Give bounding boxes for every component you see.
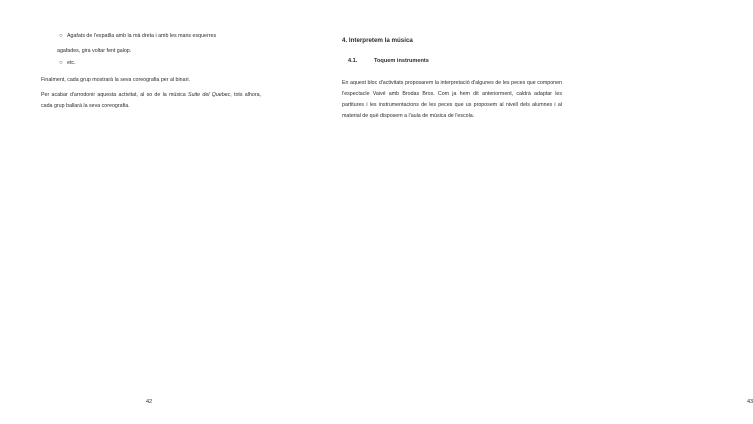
paragraph-finalment: Finalment, cada grup mostrarà la seva coreografia per al binari. bbox=[41, 77, 190, 83]
page-number: 42 bbox=[146, 399, 153, 405]
page-number: 43 bbox=[747, 399, 753, 405]
list-item bbox=[41, 57, 261, 69]
paragraph-bloc-activitats: En aquest bloc d'activitats proposarem la interpretació d'algunes de les peces que componen l'espectacle Vaivé amb Brodas Bros. Com ja hem dit anteriorment, caldrà adaptar les partitures i les instrumentacions de les peces que us proposem al nivell dels alumnes i al material de què disposem a l'aula de música de l'escola. bbox=[342, 80, 562, 119]
subsection-heading bbox=[342, 56, 562, 66]
list-item-text: etc. bbox=[67, 60, 76, 66]
right-page-content bbox=[342, 36, 562, 122]
right-page bbox=[300, 0, 753, 424]
music-title: Suite del Quebec bbox=[188, 92, 231, 98]
list-item-continuation: agafades, gira voltar fent galop. bbox=[57, 48, 132, 54]
bullet-circle-icon: ○ bbox=[59, 33, 63, 39]
subsection-number: 4.1. bbox=[348, 58, 358, 64]
section-heading: 4. Interpretem la música bbox=[342, 37, 413, 44]
list-item bbox=[41, 30, 261, 57]
left-page-content bbox=[41, 30, 261, 112]
paragraph-text: , tots alhora, cada grup ballarà la seva coreografia. bbox=[41, 92, 261, 109]
subsection-title: Toquem instruments bbox=[374, 58, 429, 64]
left-page bbox=[0, 0, 300, 424]
paragraph-per-acabar bbox=[41, 90, 261, 112]
list-item-text: Agafats de l'espatlla amb la mà dreta i amb les mans esquerres bbox=[67, 33, 217, 39]
bullet-circle-icon: ○ bbox=[59, 60, 63, 66]
paragraph-text: Per acabar d'arrodonir aquesta activitat, al so de la música bbox=[41, 92, 189, 98]
